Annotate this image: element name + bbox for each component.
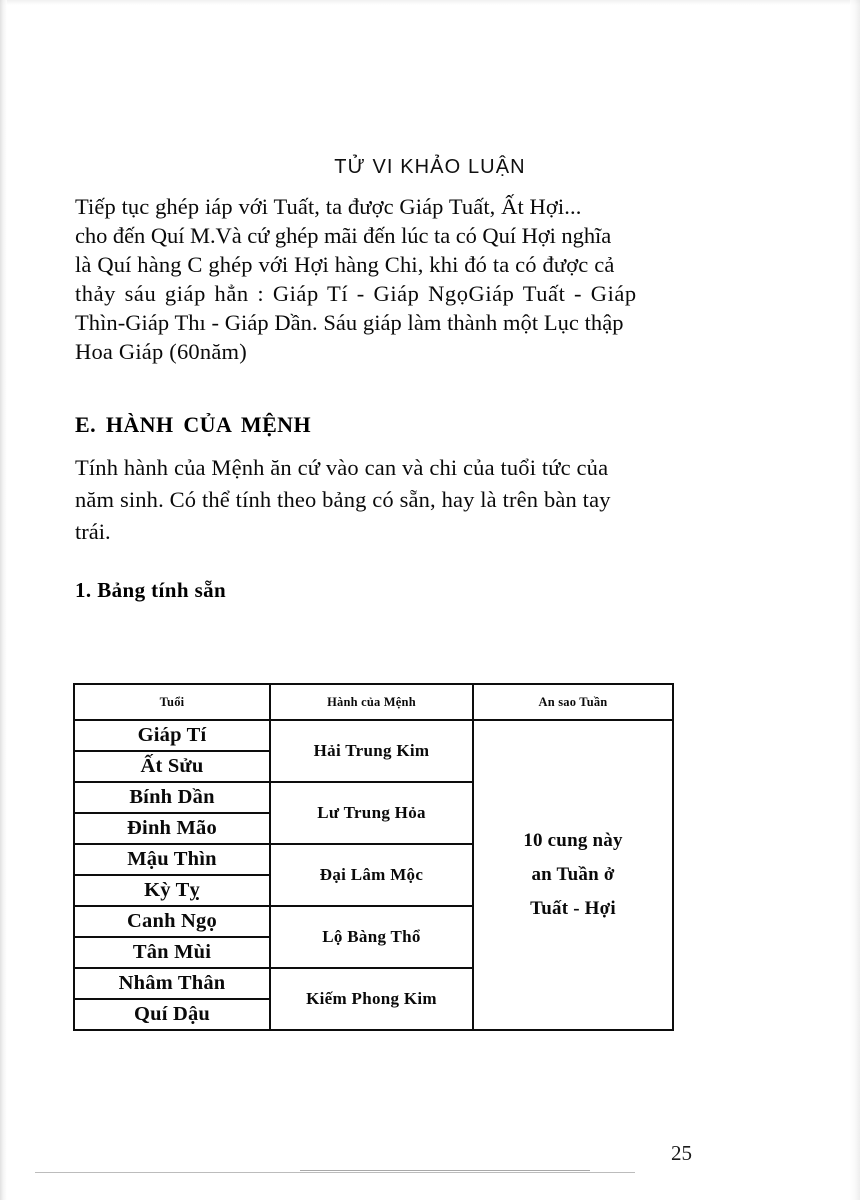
body-paragraph-2: [75, 452, 683, 548]
paragraph-line: Thìn-Giáp Thı - Giáp Dần. Sáu giáp làm thành một Lục thập: [75, 310, 624, 335]
age-cell: Đinh Mão: [74, 813, 270, 844]
fate-table-wrapper: [73, 683, 672, 1031]
scan-edge-left: [0, 0, 7, 1200]
paragraph-line: là Quí hàng C ghép với Hợi hàng Chi, khi đó ta có được cả: [75, 252, 615, 277]
element-cell: Hải Trung Kim: [270, 720, 473, 782]
running-head: TỬ VI KHẢO LUẬN: [334, 156, 526, 178]
age-cell: Nhâm Thân: [74, 968, 270, 999]
age-cell: Mậu Thìn: [74, 844, 270, 875]
age-cell: Ất Sửu: [74, 751, 270, 782]
tuan-line: 10 cung này: [523, 830, 623, 851]
column-header-age: Tuổi: [74, 684, 270, 720]
age-cell: Canh Ngọ: [74, 906, 270, 937]
sub-heading: 1. Bảng tính sẵn: [75, 578, 227, 602]
age-cell: Kỳ Tỵ: [74, 875, 270, 906]
element-cell: Lư Trung Hỏa: [270, 782, 473, 844]
paragraph-line: năm sinh. Có thể tính theo bảng có sẵn, hay là trên bàn tay: [75, 487, 611, 512]
body-paragraph-1: [75, 192, 683, 366]
tuan-line: an Tuần ở: [531, 864, 615, 885]
element-cell: Lộ Bàng Thổ: [270, 906, 473, 968]
element-cell: Đại Lâm Mộc: [270, 844, 473, 906]
column-header-tuan: An sao Tuần: [473, 684, 673, 720]
paragraph-line: Hoa Giáp (60năm): [75, 339, 247, 364]
tuan-line: Tuất - Hợi: [530, 898, 616, 919]
age-cell: Tân Mùi: [74, 937, 270, 968]
tuan-cell: [473, 720, 673, 1030]
footer-rule: [35, 1172, 635, 1173]
scan-edge-top: [0, 0, 860, 5]
paragraph-line: cho đến Quí M.Và cứ ghép mãi đến lúc ta có Quí Hợi nghĩa: [75, 223, 612, 248]
column-header-element: Hành của Mệnh: [270, 684, 473, 720]
section-heading: E. HÀNH CỦA MỆNH: [75, 412, 311, 437]
age-cell: Quí Dậu: [74, 999, 270, 1030]
footer-rule-secondary: [300, 1170, 590, 1171]
page-number: 25: [671, 1141, 692, 1165]
element-cell: Kiếm Phong Kim: [270, 968, 473, 1030]
fate-table: [73, 683, 674, 1031]
table-row: [74, 720, 673, 751]
paragraph-line: trái.: [75, 519, 111, 544]
table-header-row: [74, 684, 673, 720]
age-cell: Bính Dần: [74, 782, 270, 813]
paragraph-line: Tiếp tục ghép iáp với Tuất, ta được Giáp Tuất, Ất Hợi...: [75, 194, 582, 219]
paragraph-line: Tính hành của Mệnh ăn cứ vào can và chi của tuổi tức của: [75, 455, 609, 480]
scan-edge-right: [850, 0, 860, 1200]
paragraph-line: thảy sáu giáp hẳn : Giáp Tí - Giáp NgọGiáp Tuất - Giáp: [75, 281, 637, 306]
age-cell: Giáp Tí: [74, 720, 270, 751]
